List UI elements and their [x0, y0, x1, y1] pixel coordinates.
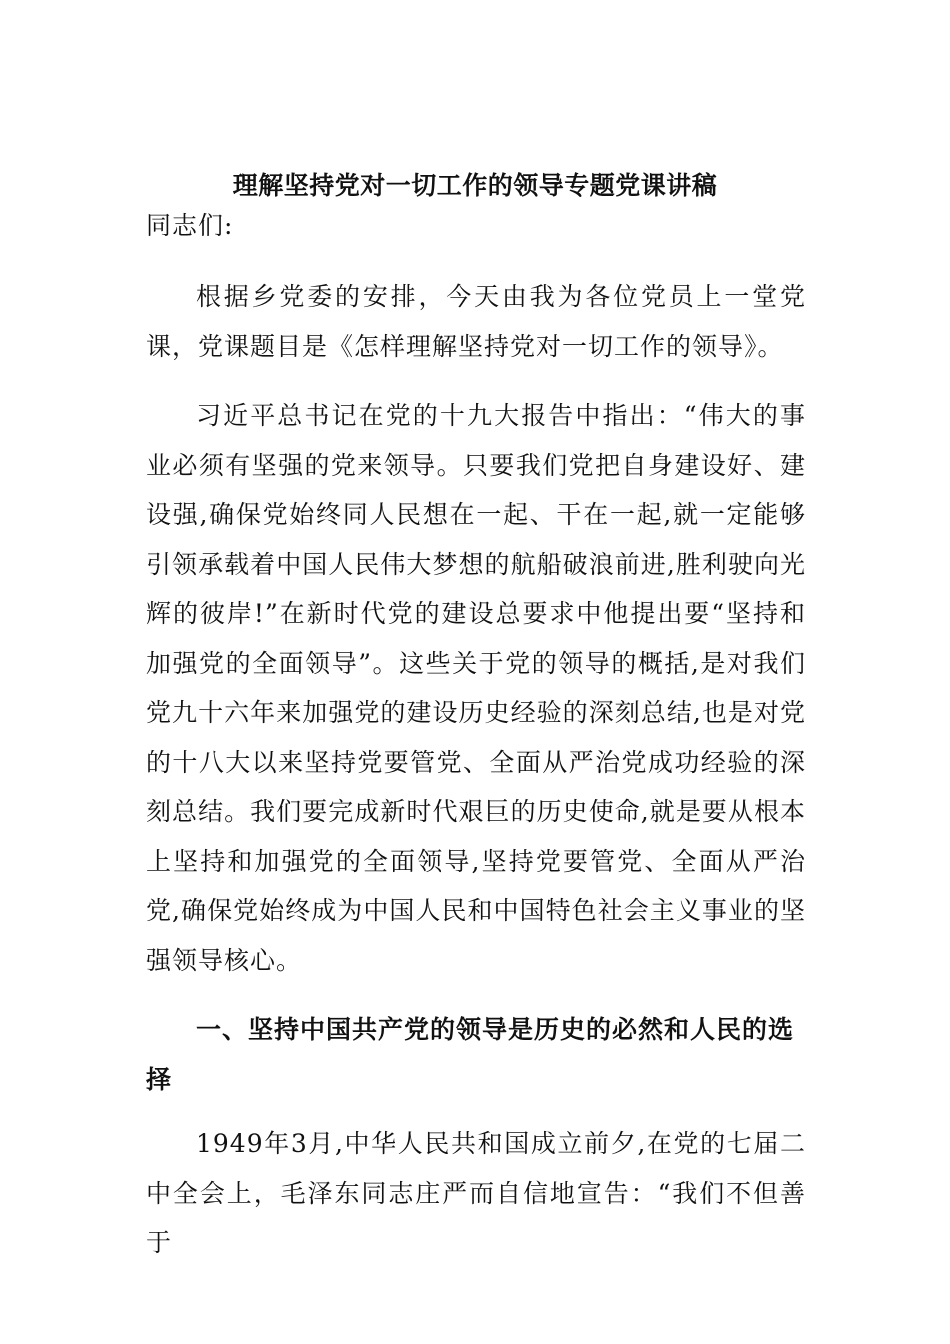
section-heading-1: 一、坚持中国共产党的领导是历史的必然和人民的选择	[146, 1015, 795, 1094]
paragraph-intro: 根据乡党委的安排，今天由我为各位党员上一堂党课，党课题目是《怎样理解坚持党对一切工作的领导》。	[146, 282, 806, 361]
paragraph-quote: 习近平总书记在党的十九大报告中指出：“伟大的事业必须有坚强的党来领导。只要我们党把自身建设好、建设强,确保党始终同人民想在一起、干在一起,就一定能够引领承载着中国人民伟大梦想的航船破浪前进,胜利驶向光辉的彼岸!”在新时代党的建设总要求中他提出要“坚持和加强党的全面领导”。这些关于党的领导的概括,是对我们党九十六年来加强党的建设历史经验的深刻总结,也是对党的十八大以来坚持党要管党、全面从严治党成功经验的深刻总结。我们要完成新时代艰巨的历史使命,就是要从根本上坚持和加强党的全面领导,坚持党要管党、全面从严治党,确保党始终成为中国人民和中国特色社会主义事业的坚强领导核心。	[146, 401, 806, 975]
paragraph-section-1: 1949年3月,中华人民共和国成立前夕,在党的七届二中全会上，毛泽东同志庄严而自信地宣告：“我们不但善于	[146, 1129, 806, 1257]
document-body	[146, 202, 806, 1268]
document-title: 理解坚持党对一切工作的领导专题党课讲稿	[232, 171, 718, 200]
salutation: 同志们:	[146, 211, 234, 240]
